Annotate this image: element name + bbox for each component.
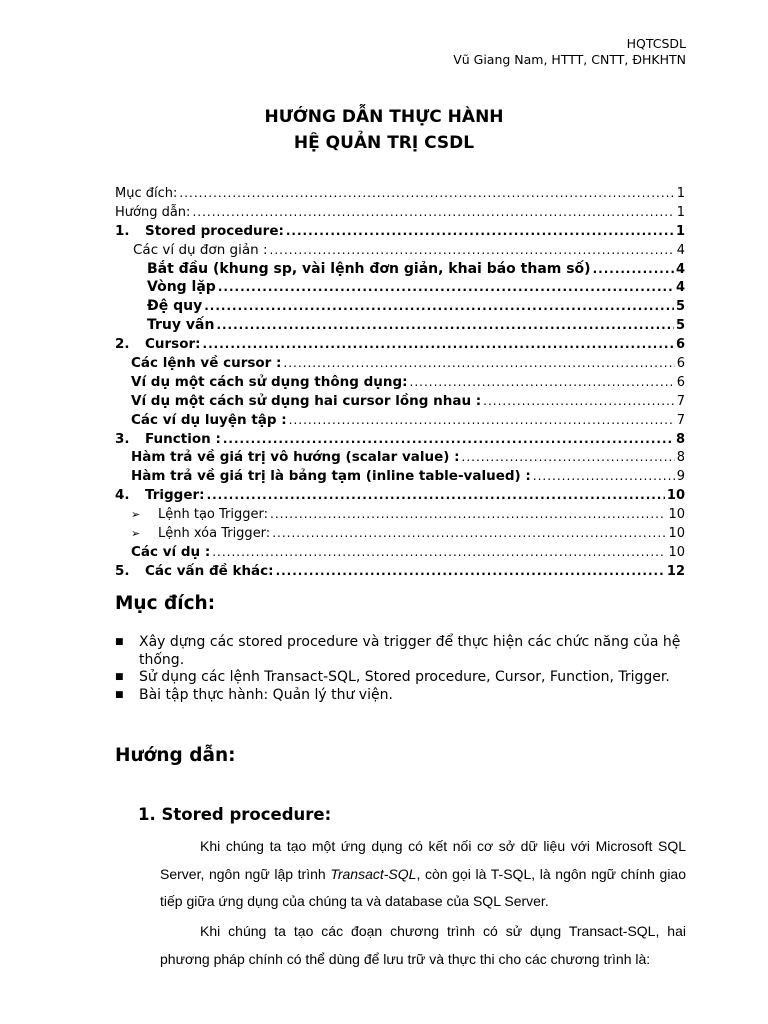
list-item <box>115 634 685 669</box>
toc-page-number: 1 <box>675 223 685 239</box>
toc-entry[interactable] <box>115 562 685 581</box>
toc-entry[interactable] <box>115 241 685 260</box>
toc-entry[interactable] <box>115 297 685 316</box>
toc-label: Các ví dụ : <box>131 543 211 560</box>
body-paragraph <box>160 918 686 973</box>
toc-label: Các vấn đề khác: <box>145 562 274 579</box>
paragraph-italic-term: Transact-SQL <box>330 865 417 882</box>
toc-number: 2. <box>115 336 130 353</box>
toc-page-number: 8 <box>675 431 685 447</box>
toc-label: Stored procedure: <box>145 222 284 239</box>
toc-page-number: 7 <box>676 412 685 428</box>
bullet-icon: ■ <box>115 637 124 647</box>
body-paragraph <box>160 833 686 916</box>
paragraph-text: Khi chúng ta tạo các đoạn chương trình có sử dụng Transact-SQL, hai phương pháp chính có thể dùng để lưu trữ và thực thi cho các chương trình là: <box>160 923 686 967</box>
toc-entry[interactable] <box>115 222 685 241</box>
section-heading-muc-dich: Mục đích: <box>115 593 216 614</box>
list-item <box>115 687 685 705</box>
list-item-text: Xây dựng các stored procedure và trigger để thực hiện các chức năng của hệ thống. <box>139 634 681 668</box>
toc-entry[interactable] <box>115 260 685 279</box>
toc-label: Đệ quy <box>147 298 203 315</box>
toc-page-number: 4 <box>675 280 685 296</box>
document-title <box>0 104 768 156</box>
title-line-1: HƯỚNG DẪN THỰC HÀNH <box>264 107 504 127</box>
toc-label: Function : <box>145 430 221 447</box>
bullet-icon: ■ <box>115 672 124 682</box>
toc-entry[interactable] <box>115 316 685 335</box>
toc-page-number: 12 <box>666 563 685 579</box>
toc-label: Truy vấn <box>147 317 215 334</box>
toc-label: Các lệnh về cursor : <box>131 355 282 372</box>
toc-entry[interactable] <box>115 448 685 467</box>
title-line-2: HỆ QUẢN TRỊ CSDL <box>293 133 475 153</box>
list-item-text: Sử dụng các lệnh Transact-SQL, Stored procedure, Cursor, Function, Trigger. <box>139 669 670 685</box>
toc-page-number: 7 <box>676 393 685 409</box>
toc-label: Lệnh tạo Trigger: <box>158 507 268 523</box>
header-author: Vũ Giang Nam, HTTT, CNTT, ĐHKHTN <box>453 52 686 67</box>
toc-label: Các ví dụ luyện tập : <box>131 411 287 428</box>
table-of-contents <box>115 184 685 581</box>
toc-label: Cursor: <box>145 336 201 353</box>
toc-page-number: 5 <box>675 299 685 315</box>
toc-label: Vòng lặp <box>147 279 216 296</box>
toc-entry[interactable] <box>115 486 685 505</box>
toc-label: Hàm trả về giá trị là bảng tạm (inline table-valued) : <box>131 468 531 485</box>
toc-entry[interactable] <box>115 373 685 392</box>
toc-page-number: 8 <box>676 450 685 466</box>
toc-page-number: 10 <box>666 488 685 504</box>
toc-label: Trigger: <box>145 487 205 504</box>
toc-page-number: 10 <box>668 526 685 542</box>
toc-entry[interactable] <box>115 184 685 203</box>
toc-page-number: 10 <box>668 507 685 523</box>
toc-entry[interactable] <box>115 524 685 543</box>
toc-number: 1. <box>115 222 130 239</box>
arrow-bullet-icon: ➢ <box>131 527 141 541</box>
toc-entry[interactable] <box>115 335 685 354</box>
toc-entry[interactable] <box>115 354 685 373</box>
subsection-heading-stored-procedure: 1. Stored procedure: <box>138 805 332 824</box>
toc-page-number: 5 <box>675 318 685 334</box>
toc-entry[interactable] <box>115 430 685 449</box>
toc-entry[interactable] <box>115 411 685 430</box>
toc-label: Ví dụ một cách sử dụng thông dụng: <box>131 373 408 390</box>
toc-entry[interactable] <box>115 543 685 562</box>
toc-entry[interactable] <box>115 203 685 222</box>
toc-page-number: 10 <box>668 544 685 560</box>
objectives-list <box>115 634 685 704</box>
toc-number: 5. <box>115 562 130 579</box>
list-item <box>115 669 685 687</box>
section-heading-huong-dan: Hướng dẫn: <box>115 745 236 766</box>
toc-label: Bắt đầu (khung sp, vài lệnh đơn giản, khai báo tham số) <box>147 260 591 277</box>
toc-page-number: 4 <box>675 261 685 277</box>
toc-label: Mục đích: <box>115 186 178 201</box>
toc-page-number: 6 <box>675 337 685 353</box>
toc-page-number: 6 <box>676 374 685 390</box>
toc-label: Ví dụ một cách sử dụng hai cursor lồng nhau : <box>131 392 482 409</box>
toc-number: 4. <box>115 487 130 504</box>
list-item-text: Bài tập thực hành: Quản lý thư viện. <box>139 686 393 703</box>
toc-entry[interactable] <box>115 392 685 411</box>
toc-label: Lệnh xóa Trigger: <box>158 526 271 542</box>
toc-page-number: 1 <box>676 186 685 201</box>
toc-entry[interactable] <box>115 467 685 486</box>
toc-label: Hướng dẫn: <box>115 204 191 220</box>
paragraph-text: Khi chúng ta tạo một ứng dụng có kết nối cơ sở dữ liệu với Microsoft SQL Server, ngôn ngữ lập trình <box>160 838 686 882</box>
toc-page-number: 4 <box>676 242 685 258</box>
toc-entry[interactable] <box>115 278 685 297</box>
bullet-icon: ■ <box>115 689 124 700</box>
toc-label: Hàm trả về giá trị vô hướng (scalar value) : <box>131 449 460 466</box>
toc-label: Các ví dụ đơn giản : <box>133 241 268 258</box>
toc-page-number: 6 <box>676 356 685 372</box>
paragraph-text: , còn gọi là T-SQL, là ngôn ngữ chính giao tiếp giữa ứng dụng của chúng ta và database của SQL Server. <box>160 865 686 909</box>
document-header <box>453 36 686 68</box>
toc-number: 3. <box>115 430 130 447</box>
toc-page-number: 9 <box>676 469 685 485</box>
toc-page-number: 1 <box>676 204 685 220</box>
toc-entry[interactable] <box>115 505 685 524</box>
arrow-bullet-icon: ➢ <box>131 508 141 522</box>
header-course-code: HQTCSDL <box>626 36 686 51</box>
